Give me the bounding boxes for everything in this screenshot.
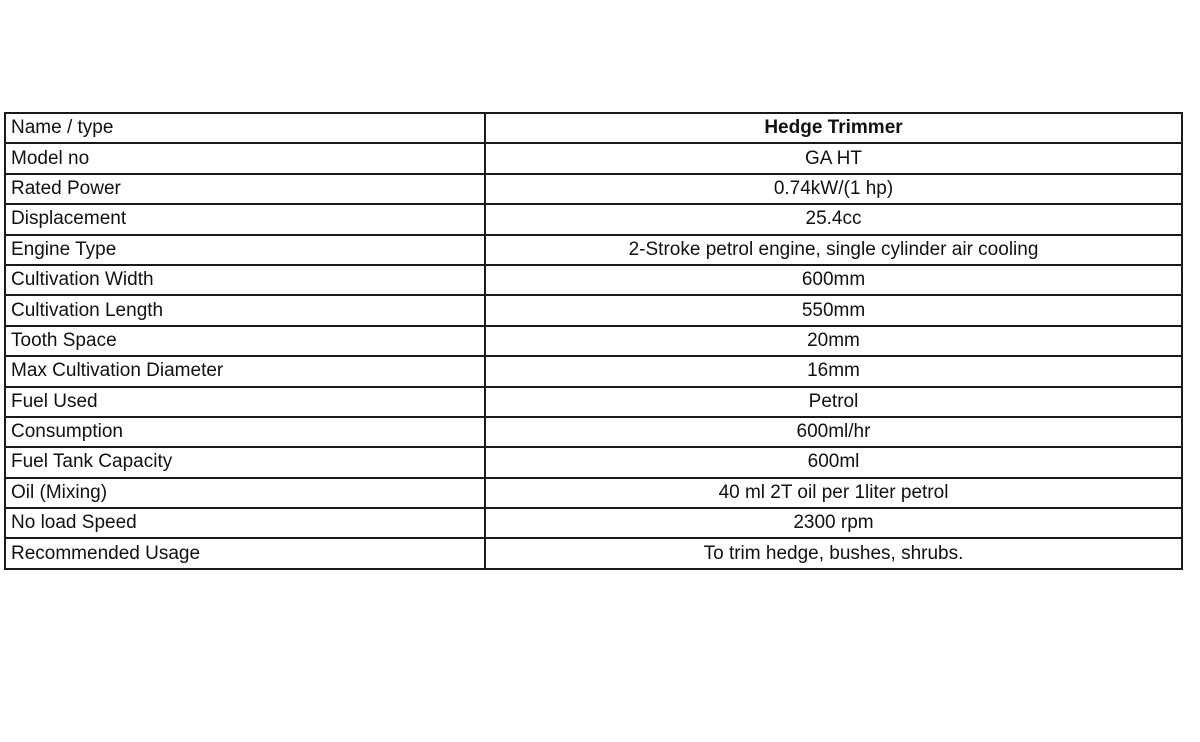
spec-value: Petrol: [485, 387, 1182, 417]
spec-row-fuel-used: [5, 387, 1182, 417]
spec-row-cultivation-length: [5, 295, 1182, 325]
spec-label: Oil (Mixing): [5, 478, 485, 508]
spec-value: To trim hedge, bushes, shrubs.: [485, 538, 1182, 568]
spec-row-name-type: [5, 113, 1182, 143]
spec-value: 25.4cc: [485, 204, 1182, 234]
spec-label: Consumption: [5, 417, 485, 447]
spec-value: 40 ml 2T oil per 1liter petrol: [485, 478, 1182, 508]
spec-value: 600ml/hr: [485, 417, 1182, 447]
spec-row-displacement: [5, 204, 1182, 234]
spec-row-max-cultivation-diameter: [5, 356, 1182, 386]
spec-label: Cultivation Length: [5, 295, 485, 325]
spec-label: Rated Power: [5, 174, 485, 204]
spec-label: No load Speed: [5, 508, 485, 538]
spec-label: Model no: [5, 143, 485, 173]
spec-value: GA HT: [485, 143, 1182, 173]
spec-row-oil-mixing: [5, 478, 1182, 508]
spec-value: 0.74kW/(1 hp): [485, 174, 1182, 204]
spec-row-tooth-space: [5, 326, 1182, 356]
spec-value-product-name: Hedge Trimmer: [485, 113, 1182, 143]
spec-label: Engine Type: [5, 235, 485, 265]
spec-row-engine-type: [5, 235, 1182, 265]
spec-value: 600ml: [485, 447, 1182, 477]
spec-row-cultivation-width: [5, 265, 1182, 295]
spec-row-consumption: [5, 417, 1182, 447]
spec-label: Displacement: [5, 204, 485, 234]
spec-label: Fuel Tank Capacity: [5, 447, 485, 477]
spec-label: Fuel Used: [5, 387, 485, 417]
spec-row-no-load-speed: [5, 508, 1182, 538]
spec-row-recommended-usage: [5, 538, 1182, 568]
spec-row-model-no: [5, 143, 1182, 173]
spec-row-fuel-tank-capacity: [5, 447, 1182, 477]
spec-value: 600mm: [485, 265, 1182, 295]
spec-label: Max Cultivation Diameter: [5, 356, 485, 386]
spec-label: Recommended Usage: [5, 538, 485, 568]
spec-table: [4, 112, 1183, 570]
spec-label: Cultivation Width: [5, 265, 485, 295]
spec-row-rated-power: [5, 174, 1182, 204]
spec-value: 2-Stroke petrol engine, single cylinder air cooling: [485, 235, 1182, 265]
spec-value: 550mm: [485, 295, 1182, 325]
spec-value: 16mm: [485, 356, 1182, 386]
spec-label: Name / type: [5, 113, 485, 143]
spec-value: 20mm: [485, 326, 1182, 356]
spec-value: 2300 rpm: [485, 508, 1182, 538]
spec-label: Tooth Space: [5, 326, 485, 356]
